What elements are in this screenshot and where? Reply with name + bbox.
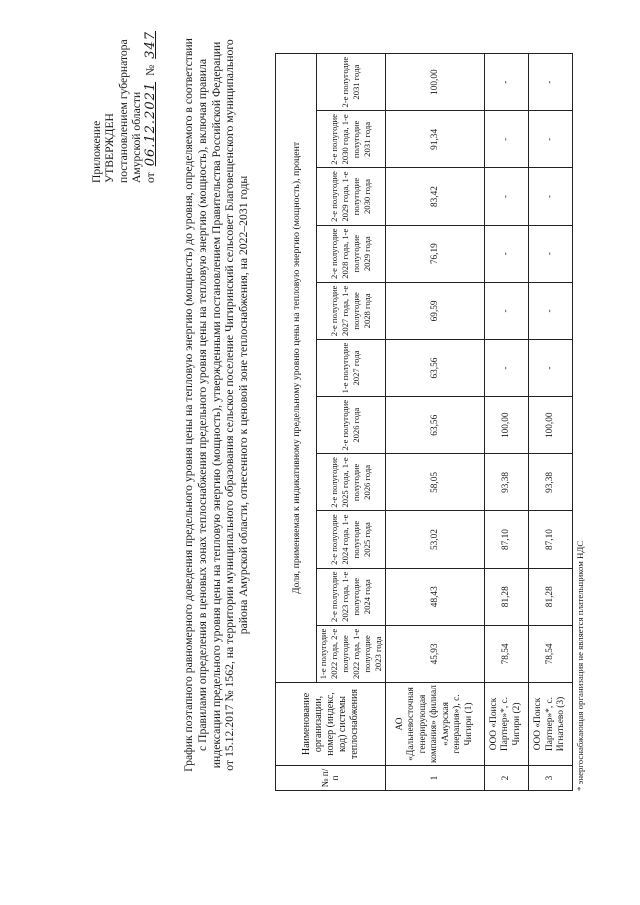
value-cell: 45,93 [386,625,485,682]
decree-date-line [144,3,157,183]
column-group-header: Доля, применяемая к индикативному предельному уровню цены на тепловую энергию (мощность), процент [276,54,317,683]
value-cell: 63,56 [386,339,485,396]
value-cell: - [484,54,528,111]
value-cell: 78,54 [528,625,572,682]
value-cell: 63,56 [386,397,485,454]
value-cell: 87,10 [528,511,572,568]
value-cell: - [528,282,572,339]
value-cell: 93,38 [528,454,572,511]
row-number: 1 [386,766,485,791]
value-cell: - [528,225,572,282]
handwritten-number: 347 [142,30,158,59]
number-label: № [143,64,157,76]
value-cell: - [528,168,572,225]
date-prefix: от [143,172,157,183]
value-cell: 78,54 [484,625,528,682]
row-number: 2 [484,766,528,791]
value-cell: - [484,111,528,168]
value-cell: - [484,339,528,396]
value-cell: - [528,111,572,168]
period-header: 2-е полугодие 2028 года, 1-е полугодие 2029 года [317,225,386,282]
organization-name: АО «Дальневосточная генерирующая компания» (филиал «Амурская генерация»), с. Чигири (1) [386,683,485,766]
period-header: 2-е полугодие 2031 года [317,54,386,111]
approved-label: УТВЕРЖДЕН [103,113,117,183]
period-header-row [317,54,386,791]
value-cell: - [484,168,528,225]
organization-name: ООО «Поиск Партнер»*, с. Игнатьево (3) [528,683,572,766]
value-cell: 81,28 [528,568,572,625]
approval-stamp [90,3,157,183]
period-header: 2-е полугодие 2026 года [317,397,386,454]
value-cell: 91,34 [386,111,485,168]
decree-label: постановлением губернатора [116,39,130,183]
period-header: 2-е полугодие 2030 года, 1-е полугодие 2031 года [317,111,386,168]
value-cell: 76,19 [386,225,485,282]
value-cell: - [528,339,572,396]
table-row [528,54,572,791]
column-header-number: № п/п [276,766,386,791]
handwritten-date: 06.12.2021 [142,81,158,167]
value-cell: 83,42 [386,168,485,225]
appendix-label: Приложение [90,120,103,183]
value-cell: - [528,54,572,111]
value-cell: 100,00 [528,397,572,454]
value-cell: 87,10 [484,511,528,568]
value-cell: 100,00 [386,54,485,111]
footnote: * энергоснабжающая организация не является плательщиком НДС [575,540,585,791]
value-cell: 81,28 [484,568,528,625]
period-header: 1-е полугодие 2022 года, 2-е полугодие 2022 года, 1-е полугодие 2023 года [317,625,386,682]
value-cell: 100,00 [484,397,528,454]
schedule-table [275,53,573,791]
table-row [386,54,485,791]
period-header: 2-е полугодие 2023 года, 1-е полугодие 2024 года [317,568,386,625]
period-header: 2-е полугодие 2029 года, 1-е полугодие 2030 года [317,168,386,225]
table-header-row [276,54,317,791]
value-cell: 53,02 [386,511,485,568]
organization-name: ООО «Поиск Партнер»*, с. Чигири (2) [484,683,528,766]
table-row [484,54,528,791]
period-header: 2-е полугодие 2027 года, 1-е полугодие 2028 года [317,282,386,339]
period-header: 1-е полугодие 2027 года [317,339,386,396]
period-header: 2-е полугодие 2024 года, 1-е полугодие 2025 года [317,511,386,568]
period-header: 2-е полугодие 2025 года, 1-е полугодие 2026 года [317,454,386,511]
document-title: График поэтапного равномерного доведения предельного уровня цены на тепловую энергию (мощность) до уровня, определяемого в соответствии с Правилами определения в ценовых зонах теплоснабжения предельного уровня цены на тепловую энергию (мощность), включая правила индексации предельного уровня цены на тепловую энергию (мощность), утвержденными постановлением Правительства Российской Федерации от 15.12.2017 № 1562, на территории муниципального образования сельское поселение Чигиринский сельсовет Благовещенского муниципального района Амурской области, отнесенного к ценовой зоне теплоснабжения, на 2022–2031 годы [182,38,251,772]
value-cell: 58,05 [386,454,485,511]
column-header-organization: Наименование организации, номер (индекс, код) системы теплоснабжения [276,683,386,766]
value-cell: 69,59 [386,282,485,339]
value-cell: - [484,225,528,282]
value-cell: - [484,282,528,339]
row-number: 3 [528,766,572,791]
value-cell: 48,43 [386,568,485,625]
region-label: Амурской области [130,91,144,183]
value-cell: 93,38 [484,454,528,511]
